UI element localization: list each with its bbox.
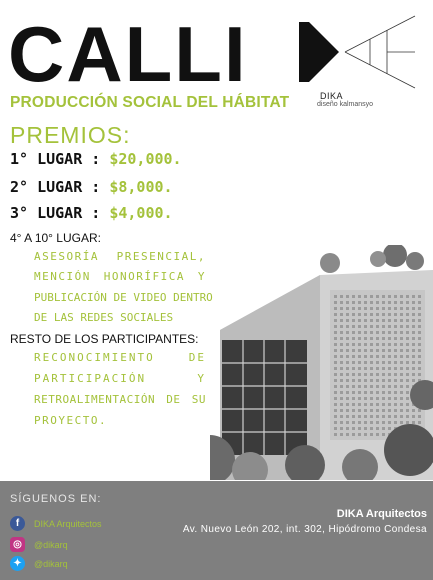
- section-4-10-heading: 4° A 10° LUGAR:: [10, 231, 101, 245]
- prize-place: 1° LUGAR :: [10, 150, 101, 168]
- brand-name: DIKA: [320, 91, 344, 101]
- social-instagram[interactable]: [10, 537, 68, 552]
- company-address: Av. Nuevo León 202, int. 302, Hipódromo Condesa: [182, 524, 427, 535]
- social-label: @dikarq: [34, 539, 68, 550]
- facebook-icon: f: [10, 516, 25, 531]
- prize-amount: $4,000.: [109, 204, 173, 222]
- follow-us-label: SÍGUENOS EN:: [10, 493, 102, 505]
- social-facebook[interactable]: [10, 516, 102, 531]
- prize-amount: $8,000.: [109, 178, 173, 196]
- twitter-icon: ✦: [10, 556, 25, 571]
- social-label: DIKA Arquitectos: [34, 518, 102, 529]
- company-name: DIKA Arquitectos: [336, 508, 427, 520]
- section-rest-line: RECONOCIMIENTO DE: [34, 351, 206, 364]
- section-4-10-line: ASESORÍA PRESENCIAL,: [34, 250, 206, 263]
- brand-tagline: diseño kalmansyo: [317, 101, 374, 108]
- prize-place: 2° LUGAR :: [10, 178, 101, 196]
- section-4-10-line: PUBLICACIÓN DE VIDEO DENTRO: [34, 291, 213, 304]
- building-rendering: [210, 245, 433, 480]
- section-4-10-line: MENCIÓN HONORÍFICA Y: [34, 270, 206, 283]
- poster-subtitle: PRODUCCIÓN SOCIAL DEL HÁBITAT: [10, 94, 290, 111]
- section-4-10-line: DE LAS REDES SOCIALES: [34, 311, 174, 324]
- social-twitter[interactable]: [10, 556, 68, 571]
- prize-3: [10, 204, 173, 222]
- dika-logo-icon: [295, 14, 420, 90]
- premios-heading: PREMIOS:: [10, 122, 131, 148]
- prize-2: [10, 178, 173, 196]
- section-rest-line: PROYECTO.: [34, 414, 108, 427]
- section-rest-line: RETROALIMENTACIÓN DE SU: [34, 393, 206, 406]
- instagram-icon: ◎: [10, 537, 25, 552]
- social-label: @dikarq: [34, 558, 68, 569]
- prize-amount: $20,000.: [109, 150, 182, 168]
- section-rest-line: PARTICIPACIÓN Y: [34, 372, 206, 385]
- section-rest-heading: RESTO DE LOS PARTICIPANTES:: [10, 332, 199, 346]
- poster-title: CALLI: [8, 10, 248, 98]
- prize-place: 3° LUGAR :: [10, 204, 101, 222]
- prize-1: [10, 150, 182, 168]
